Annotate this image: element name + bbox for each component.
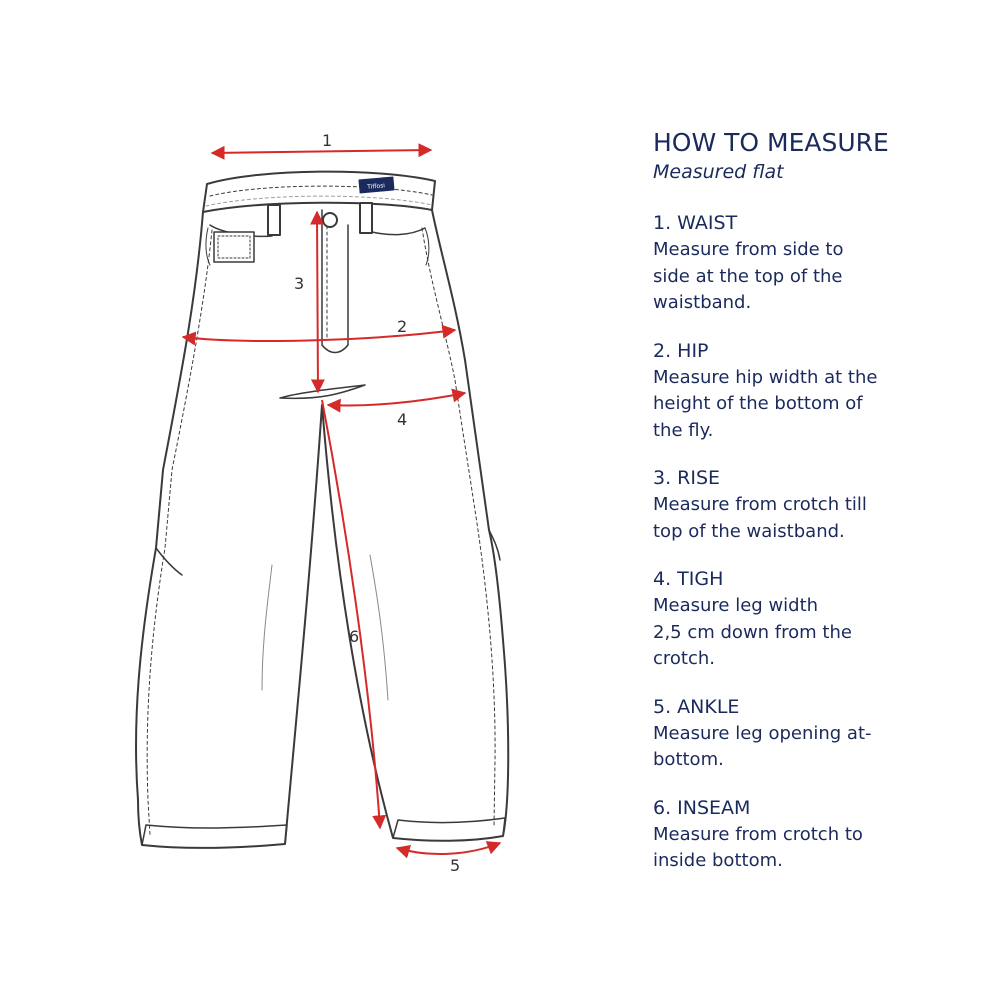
step-heading: 6. INSEAM — [653, 796, 751, 819]
step-waist — [653, 210, 983, 317]
inseam-arrow — [322, 400, 380, 828]
inseam-number: 6 — [349, 627, 360, 646]
step-line: inside bottom. — [653, 850, 783, 871]
rise-number: 3 — [294, 274, 305, 293]
measure-guide — [653, 126, 983, 896]
step-line: Measure from crotch to — [653, 823, 863, 845]
step-line: side at the top of the — [653, 265, 843, 287]
step-line: the fly. — [653, 419, 714, 441]
thigh-arrow — [328, 393, 465, 405]
thigh-number: 4 — [397, 410, 408, 429]
step-description — [653, 593, 983, 673]
step-thigh — [653, 566, 983, 673]
guide-title: HOW TO MEASURE — [653, 128, 889, 157]
step-line: height of the bottom of — [653, 393, 863, 414]
waist-number: 1 — [322, 131, 333, 150]
step-line: Measure hip width at the — [653, 366, 878, 388]
step-line: 2,5 cm down from the — [653, 621, 852, 643]
step-line: Measure from side to — [653, 239, 844, 260]
step-line: crotch. — [653, 648, 715, 669]
step-description — [653, 237, 983, 317]
step-rise — [653, 465, 983, 545]
guide-subtitle: Measured flat — [653, 161, 784, 183]
step-heading: 4. TIGH — [653, 568, 724, 590]
ankle-number: 5 — [450, 856, 461, 875]
step-heading: 1. WAIST — [653, 212, 738, 234]
step-hip — [653, 338, 983, 445]
step-description — [653, 365, 983, 445]
step-heading: 2. HIP — [653, 339, 709, 362]
rise-arrow — [317, 212, 318, 392]
step-line: Measure leg opening at- — [653, 722, 872, 744]
step-line: waistband. — [653, 292, 752, 313]
ankle-arrow — [397, 843, 500, 854]
step-heading: 5. ANKLE — [653, 695, 740, 718]
step-ankle — [653, 694, 983, 774]
step-line: top of the waistband. — [653, 520, 845, 542]
hip-arrow — [183, 330, 455, 341]
step-inseam — [653, 795, 983, 875]
step-description — [653, 721, 983, 774]
step-line: Measure from crotch till — [653, 494, 867, 515]
step-line: Measure leg width — [653, 595, 819, 616]
step-line: bottom. — [653, 749, 724, 770]
brand-tag-text: Tiffosi — [366, 182, 386, 191]
pants-outline — [136, 172, 508, 848]
waist-arrow — [212, 150, 431, 153]
step-heading: 3. RISE — [653, 467, 721, 489]
button-icon — [323, 213, 337, 227]
step-description — [653, 822, 983, 875]
step-description — [653, 492, 983, 545]
hip-number: 2 — [397, 317, 408, 336]
